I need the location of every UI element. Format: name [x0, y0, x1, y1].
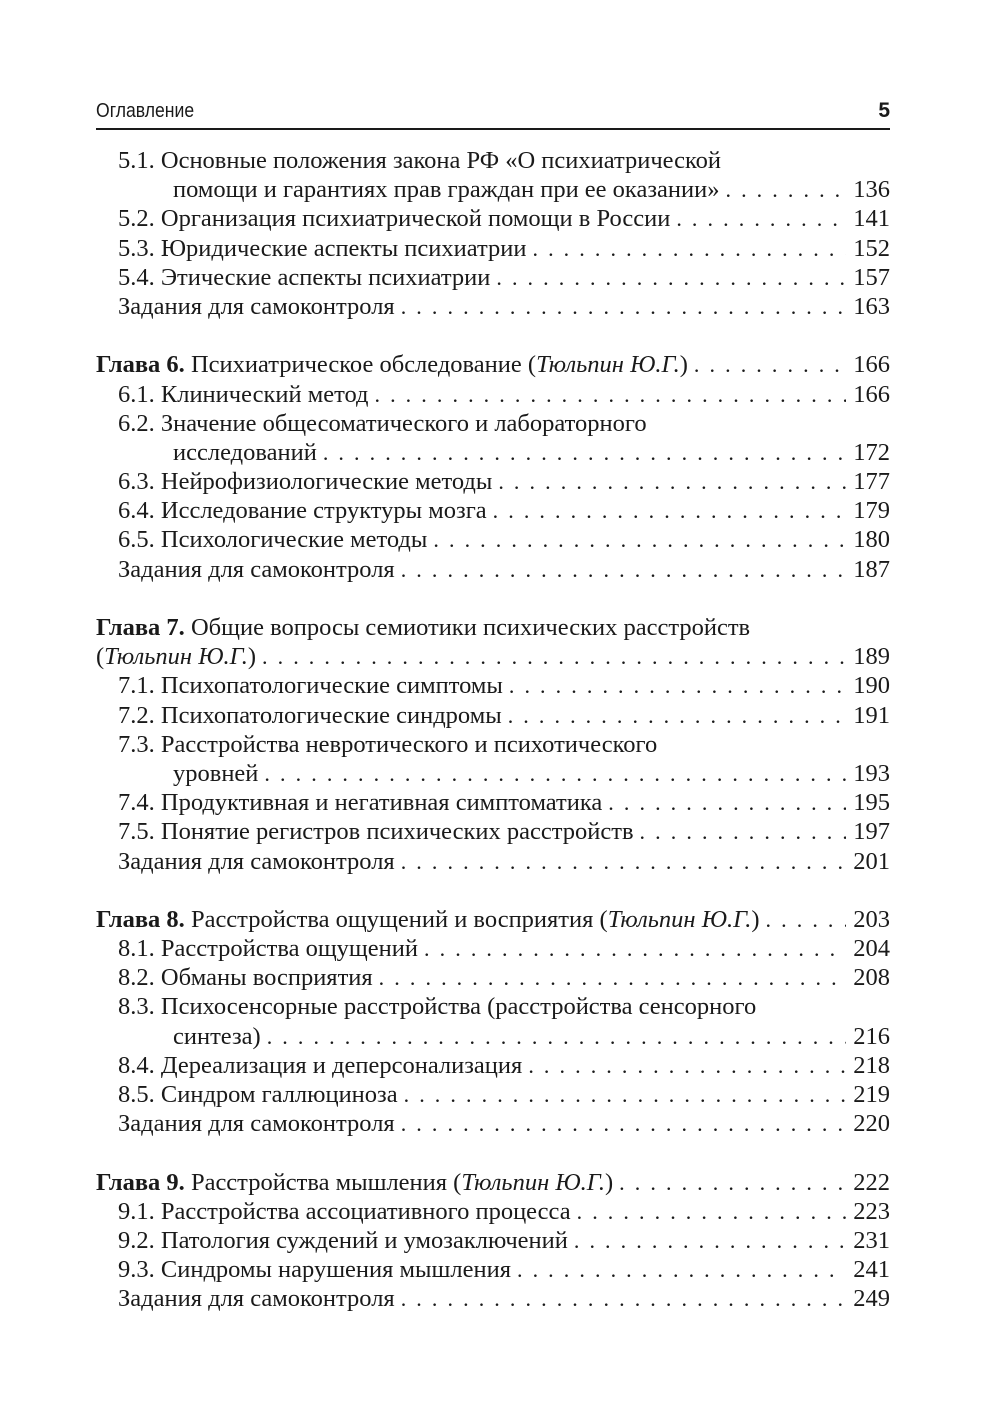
dot-leader	[725, 175, 846, 204]
toc-page-number: 195	[853, 789, 890, 817]
dot-leader	[574, 1226, 846, 1255]
toc-entry	[96, 730, 890, 759]
chapter-number: Глава 8.	[96, 905, 185, 933]
author-name: Тюльпин Ю.Г.	[536, 351, 680, 379]
toc-page-number: 222	[853, 1168, 890, 1196]
toc-page-number: 219	[853, 1081, 890, 1108]
toc-entry-title	[118, 1051, 522, 1080]
dot-leader	[424, 934, 846, 963]
dot-leader	[498, 467, 846, 496]
toc-entry-text: Задания для самоконтроля	[118, 555, 395, 583]
dot-leader	[619, 1168, 846, 1197]
toc-entry-text: 7.2. Психопатологические синдромы	[118, 701, 502, 729]
toc-page-number: 190	[853, 672, 890, 700]
toc-entry	[96, 788, 890, 817]
toc-entry	[96, 263, 890, 292]
toc-entry-text: (	[96, 643, 105, 671]
running-header	[96, 96, 890, 130]
toc-entry-text: 5.3. Юридические аспекты психиатрии	[118, 234, 527, 262]
toc-entry-title	[173, 438, 317, 467]
dot-leader	[262, 642, 846, 671]
toc-entry-title	[118, 1197, 571, 1226]
toc-entry-title	[118, 263, 490, 292]
dot-leader	[323, 438, 846, 467]
closing-paren: )	[679, 351, 688, 379]
toc-entry-title	[118, 146, 721, 175]
dot-leader	[374, 380, 846, 409]
toc-entry-text: 7.4. Продуктивная и негативная симптоматика	[118, 789, 603, 817]
toc-entry-title	[173, 175, 719, 204]
toc-entry-text: 8.3. Психосенсорные расстройства (расстройства сенсорного	[118, 993, 757, 1021]
toc-entry-text: 8.4. Дереализация и деперсонализация	[118, 1051, 523, 1079]
toc-entry-text: 7.5. Понятие регистров психических расстройств	[118, 818, 634, 846]
toc-entry-title	[118, 671, 503, 700]
toc-page-number: 220	[853, 1110, 890, 1138]
dot-leader	[433, 525, 846, 554]
toc-entry-text: помощи и гарантиях прав граждан при ее оказании»	[173, 176, 720, 204]
toc-entry-text: 6.5. Психологические методы	[118, 526, 428, 554]
toc-page-number: 223	[853, 1197, 890, 1225]
toc-page-number: 216	[853, 1022, 890, 1050]
toc-entry	[96, 847, 890, 876]
dot-leader	[493, 496, 846, 525]
page-number: 5	[878, 99, 890, 122]
toc-entry-text: Общие вопросы семиотики психических расстройств	[184, 614, 751, 641]
toc-page-number: 172	[853, 438, 890, 466]
toc-page-number: 179	[853, 497, 890, 525]
dot-leader	[267, 1022, 846, 1051]
toc-entry	[96, 438, 890, 467]
toc-page-number: 157	[853, 263, 890, 291]
toc-entry-title	[118, 817, 634, 846]
closing-paren: )	[751, 905, 760, 933]
toc-entry	[96, 175, 890, 204]
toc-page-number: 208	[853, 964, 890, 992]
toc-entry	[96, 817, 890, 846]
toc-entry-title	[173, 759, 258, 788]
toc-entry-text: 9.3. Синдромы нарушения мышления	[118, 1256, 511, 1284]
toc-entry	[96, 701, 890, 730]
toc-entry-title	[96, 350, 688, 379]
chapter-number: Глава 7.	[96, 614, 185, 641]
toc-entry-title	[118, 730, 657, 759]
dot-leader	[401, 847, 846, 876]
toc-entry	[96, 525, 890, 554]
toc-entry	[96, 555, 890, 584]
toc-entry	[96, 1022, 890, 1051]
toc-entry-text: 9.1. Расстройства ассоциативного процесса	[118, 1197, 571, 1225]
toc-entry-text: Задания для самоконтроля	[118, 1285, 395, 1313]
toc-entry-title	[118, 963, 373, 992]
toc-page-number: 191	[853, 701, 890, 729]
toc-page-number: 197	[853, 818, 890, 846]
toc-entry-title	[118, 292, 395, 321]
toc-page-number: 166	[853, 351, 890, 379]
dot-leader	[517, 1255, 846, 1284]
toc-entry-text: 6.4. Исследование структуры мозга	[118, 497, 487, 525]
toc-page-number: 189	[853, 643, 890, 671]
toc-entry-title	[118, 701, 502, 730]
toc-page-number: 187	[853, 555, 890, 583]
toc-entry	[96, 146, 890, 175]
toc-page-number: 166	[853, 380, 890, 408]
toc-entry-title	[118, 234, 526, 263]
toc-entry-text: 8.2. Обманы восприятия	[118, 964, 373, 992]
toc-entry	[96, 380, 890, 409]
dot-leader	[509, 671, 846, 700]
toc-entry-title	[96, 1168, 613, 1197]
chapter-number: Глава 6.	[96, 351, 185, 379]
toc-entry-text: 8.5. Синдром галлюциноза	[118, 1081, 398, 1108]
toc-entry-title	[96, 613, 750, 642]
toc-page-number: 203	[853, 905, 890, 933]
toc-entry-text: 7.3. Расстройства невротического и психотического	[118, 730, 658, 758]
toc-entry-title	[118, 380, 368, 409]
toc-page-number: 231	[853, 1226, 890, 1254]
toc-chapter-line	[96, 613, 890, 642]
toc-entry-text: 8.1. Расстройства ощущений	[118, 935, 419, 963]
dot-leader	[766, 905, 846, 934]
toc-page-number: 241	[853, 1256, 890, 1284]
toc-entry	[96, 1197, 890, 1226]
dot-leader	[508, 701, 846, 730]
toc-entry-title	[118, 555, 395, 584]
dot-leader	[532, 234, 846, 263]
toc-entry	[96, 1284, 890, 1313]
dot-leader	[608, 788, 846, 817]
dot-leader	[401, 292, 846, 321]
toc-chapter-line	[96, 1168, 890, 1197]
toc-entry-text: 9.2. Патология суждений и умозаключений	[118, 1226, 568, 1254]
toc-page-number: 163	[853, 292, 890, 320]
toc-entry-text: синтеза)	[173, 1022, 261, 1050]
dot-leader	[676, 204, 846, 233]
toc-entry	[96, 292, 890, 321]
toc-entry	[96, 1255, 890, 1284]
toc-page-number: 152	[853, 234, 890, 262]
dot-leader	[401, 1109, 846, 1138]
toc-entry-title	[118, 992, 756, 1021]
closing-paren: )	[605, 1168, 614, 1196]
toc-page-number: 177	[853, 468, 890, 496]
toc-entry-title	[118, 1109, 395, 1138]
toc-entry-title	[118, 847, 395, 876]
author-name: Тюльпин Ю.Г.	[104, 643, 248, 671]
toc-page-number: 218	[853, 1051, 890, 1079]
author-name: Тюльпин Ю.Г.	[461, 1168, 605, 1196]
toc-entry-text: Задания для самоконтроля	[118, 1110, 395, 1138]
toc-entry-text: 6.2. Значение общесоматического и лабораторного	[118, 409, 647, 437]
toc-entry	[96, 759, 890, 788]
toc-entry-text: Расстройства ощущений и восприятия (	[184, 905, 608, 933]
toc-entry	[96, 1080, 890, 1109]
toc-entry-text: исследований	[173, 438, 317, 466]
toc-entry-title	[96, 642, 256, 671]
toc-entry-title	[118, 1080, 398, 1109]
table-of-contents	[96, 146, 890, 1314]
toc-entry-title	[118, 467, 492, 496]
dot-leader	[496, 263, 846, 292]
dot-leader	[640, 817, 846, 846]
toc-entry-text: Расстройства мышления (	[184, 1168, 462, 1196]
toc-entry-text: 5.2. Организация психиатрической помощи в России	[118, 205, 671, 233]
toc-entry-title	[118, 496, 487, 525]
author-name: Тюльпин Ю.Г.	[607, 905, 752, 933]
toc-entry-title	[118, 788, 602, 817]
toc-entry	[96, 1226, 890, 1255]
toc-page-number: 201	[853, 847, 890, 875]
toc-entry-title	[118, 1226, 568, 1255]
toc-chapter-line	[96, 642, 890, 671]
toc-entry	[96, 671, 890, 700]
toc-entry-text: уровней	[173, 759, 259, 787]
toc-entry	[96, 234, 890, 263]
toc-entry	[96, 1051, 890, 1080]
toc-entry-text: Задания для самоконтроля	[118, 847, 395, 875]
dot-leader	[577, 1197, 846, 1226]
toc-entry-text: 7.1. Психопатологические симптомы	[118, 672, 503, 700]
toc-entry-title	[96, 905, 760, 934]
toc-entry-title	[118, 1284, 395, 1313]
toc-page-number: 193	[853, 759, 890, 787]
toc-page-number: 136	[853, 176, 890, 204]
toc-entry	[96, 992, 890, 1021]
toc-chapter-line	[96, 350, 890, 379]
toc-entry-text: 5.4. Этические аспекты психиатрии	[118, 263, 491, 291]
toc-entry-title	[118, 204, 670, 233]
toc-entry-text: Психиатрическое обследование (	[184, 351, 537, 379]
closing-paren: )	[247, 643, 256, 671]
toc-entry-title	[118, 1255, 511, 1284]
toc-entry-text: Задания для самоконтроля	[118, 292, 395, 320]
running-header-title: Оглавление	[96, 100, 195, 122]
chapter-number: Глава 9.	[96, 1168, 185, 1196]
toc-page-number: 180	[853, 526, 890, 554]
dot-leader	[401, 555, 846, 584]
dot-leader	[264, 759, 846, 788]
dot-leader	[379, 963, 846, 992]
toc-entry	[96, 204, 890, 233]
toc-entry-title	[118, 934, 418, 963]
toc-entry	[96, 963, 890, 992]
toc-entry	[96, 1109, 890, 1138]
toc-entry-text: 6.1. Клинический метод	[118, 380, 369, 408]
dot-leader	[694, 350, 846, 379]
toc-entry	[96, 496, 890, 525]
dot-leader	[528, 1051, 846, 1080]
toc-entry	[96, 934, 890, 963]
toc-entry-title	[118, 409, 647, 438]
toc-entry-text: 5.1. Основные положения закона РФ «О психиатрической	[118, 147, 722, 174]
toc-chapter-line	[96, 905, 890, 934]
dot-leader	[404, 1080, 846, 1109]
dot-leader	[401, 1284, 846, 1313]
toc-page-number: 249	[853, 1285, 890, 1313]
toc-page-number: 141	[853, 205, 890, 233]
toc-entry-title	[173, 1022, 261, 1051]
toc-entry	[96, 409, 890, 438]
toc-entry-text: 6.3. Нейрофизиологические методы	[118, 468, 493, 496]
toc-entry-title	[118, 525, 427, 554]
toc-entry	[96, 467, 890, 496]
toc-page-number: 204	[853, 935, 890, 963]
